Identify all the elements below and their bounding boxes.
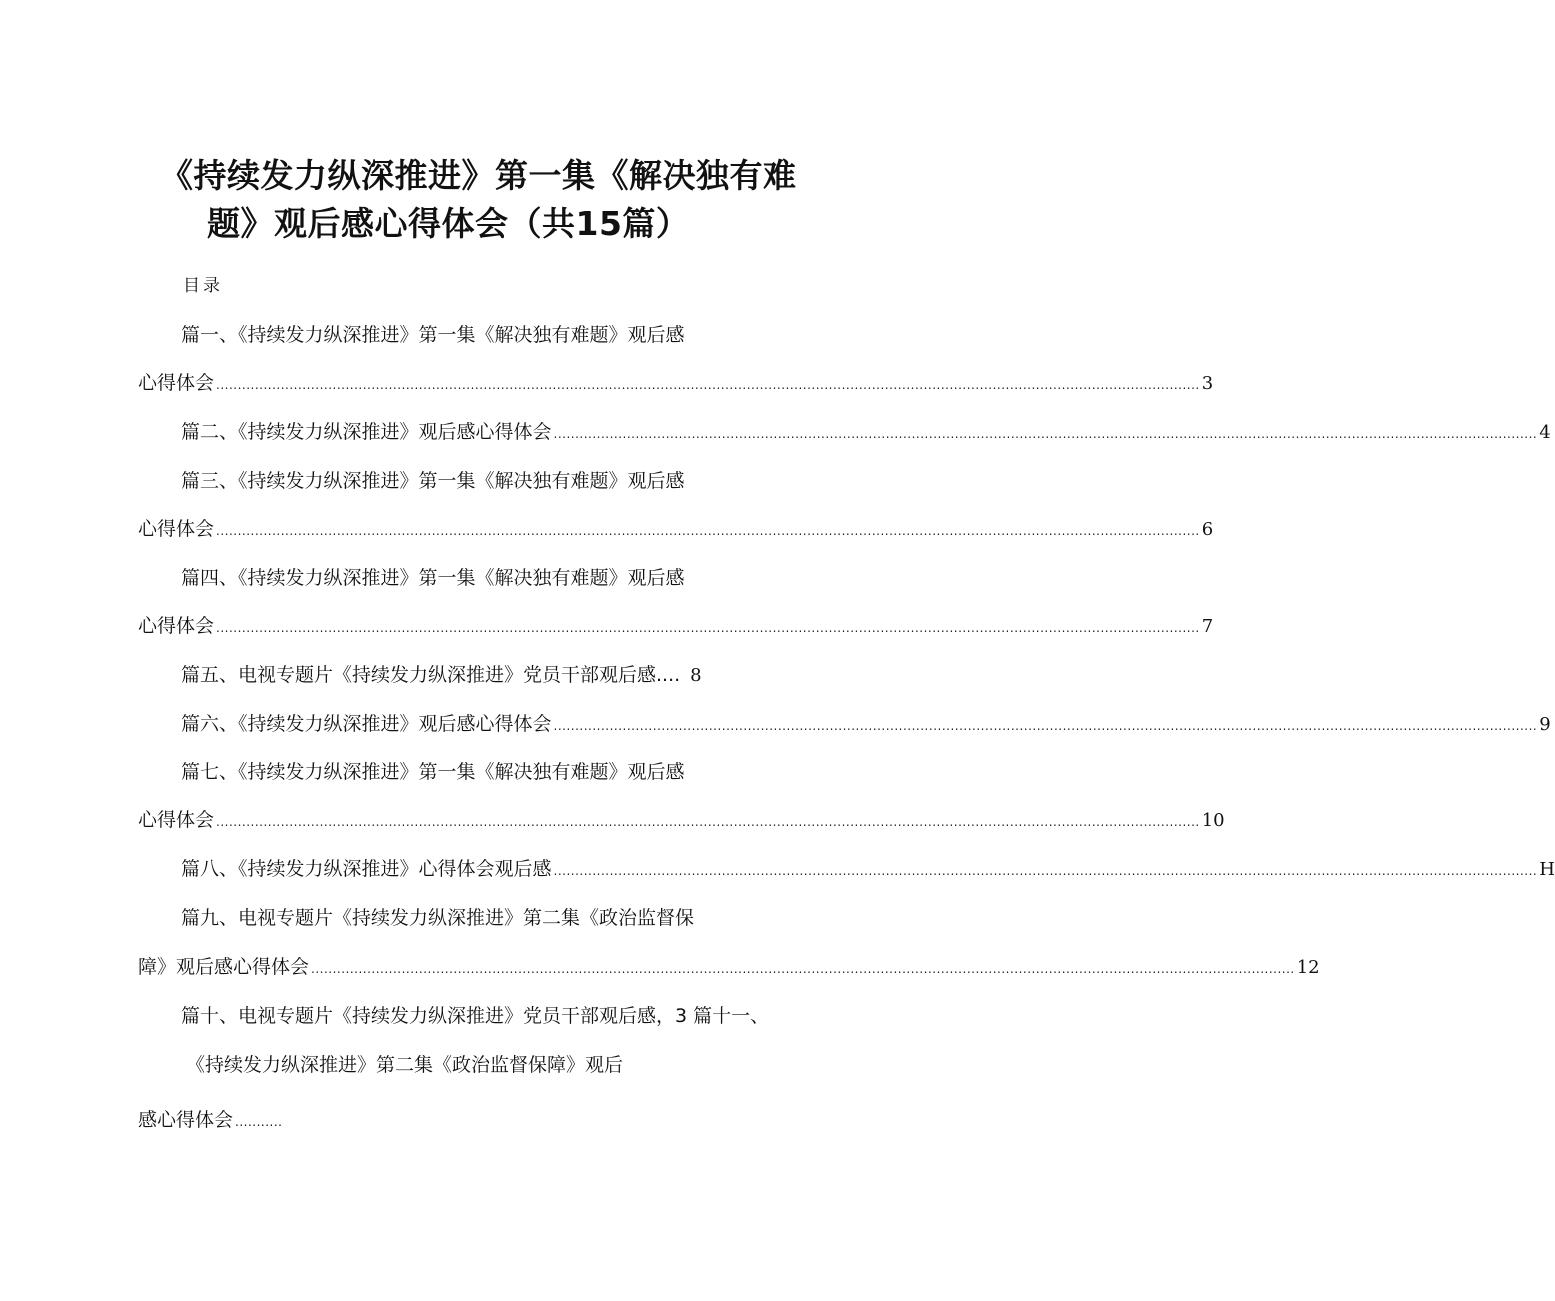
toc-entry-10: 篇十、电视专题片《持续发力纵深推进》党员干部观后感，3 篇十一、 <box>181 1005 770 1027</box>
dot-leader: ........... <box>235 1115 283 1129</box>
toc-entry-5: 篇五、电视专题片《持续发力纵深推进》党员干部观后感.... 8 <box>181 664 702 686</box>
toc-entry-7-line-2: 心得体会 .................................................................................................................................................................................................................................... 10 <box>138 809 1225 831</box>
toc-entry-7-line-1: 篇七、《持续发力纵深推进》第一集《解决独有难题》观后感 <box>181 761 685 783</box>
dot-leader: .................................................................................................................................................................................................................................... <box>216 378 1200 392</box>
toc-entry-8: 篇八、《持续发力纵深推进》心得体会观后感 .................................................................................................................................................................................................................................... H <box>181 858 1555 880</box>
document-title-line-2: 题》观后感心得体会（共15篇） <box>207 204 690 243</box>
dot-leader: .................................................................................................................................................................................................................................... <box>216 815 1200 829</box>
dot-leader: .................................................................................................................................................................................................................................... <box>553 427 1538 441</box>
toc-entry-1-line-2: 心得体会 .................................................................................................................................................................................................................................... 3 <box>138 372 1214 394</box>
page-number: 12 <box>1296 957 1320 978</box>
page-number: 3 <box>1201 373 1214 394</box>
toc-entry-3-line-2: 心得体会 .................................................................................................................................................................................................................................... 6 <box>138 518 1214 540</box>
dot-leader: .................................................................................................................................................................................................................................... <box>216 524 1200 538</box>
toc-entry-9-line-2: 障》观后感心得体会 .................................................................................................................................................................................................................................... 12 <box>138 956 1320 978</box>
dot-leader: .................................................................................................................................................................................................................................... <box>216 621 1200 635</box>
page-number: 8 <box>690 665 702 686</box>
page-number: 9 <box>1539 714 1551 735</box>
document-title-line-1: 《持续发力纵深推进》第一集《解决独有难 <box>160 156 797 195</box>
page-number: 6 <box>1201 519 1214 540</box>
dot-leader: .................................................................................................................................................................................................................................... <box>553 719 1538 733</box>
toc-entry-11-line-2: 感心得体会 ........... <box>138 1109 283 1131</box>
dot-leader: .................................................................................................................................................................................................................................... <box>553 864 1538 878</box>
toc-heading: 目录 <box>183 276 223 296</box>
toc-entry-4-line-2: 心得体会 .................................................................................................................................................................................................................................... 7 <box>138 615 1214 637</box>
page-number: 7 <box>1201 616 1214 637</box>
toc-entry-6: 篇六、《持续发力纵深推进》观后感心得体会 .................................................................................................................................................................................................................................... 9 <box>181 713 1551 735</box>
toc-entry-1-line-1: 篇一、《持续发力纵深推进》第一集《解决独有难题》观后感 <box>181 324 685 346</box>
page-number: 4 <box>1539 422 1551 443</box>
toc-entry-4-line-1: 篇四、《持续发力纵深推进》第一集《解决独有难题》观后感 <box>181 567 685 589</box>
toc-entry-3-line-1: 篇三、《持续发力纵深推进》第一集《解决独有难题》观后感 <box>181 470 685 492</box>
toc-entry-9-line-1: 篇九、电视专题片《持续发力纵深推进》第二集《政治监督保 <box>181 907 695 929</box>
toc-entry-11-line-1: 《持续发力纵深推进》第二集《政治监督保障》观后 <box>186 1054 624 1076</box>
toc-entry-2: 篇二、《持续发力纵深推进》观后感心得体会 .................................................................................................................................................................................................................................... 4 <box>181 421 1551 443</box>
page-number: H <box>1539 859 1555 880</box>
page-number: 10 <box>1201 810 1225 831</box>
dot-leader: .................................................................................................................................................................................................................................... <box>311 962 1295 976</box>
